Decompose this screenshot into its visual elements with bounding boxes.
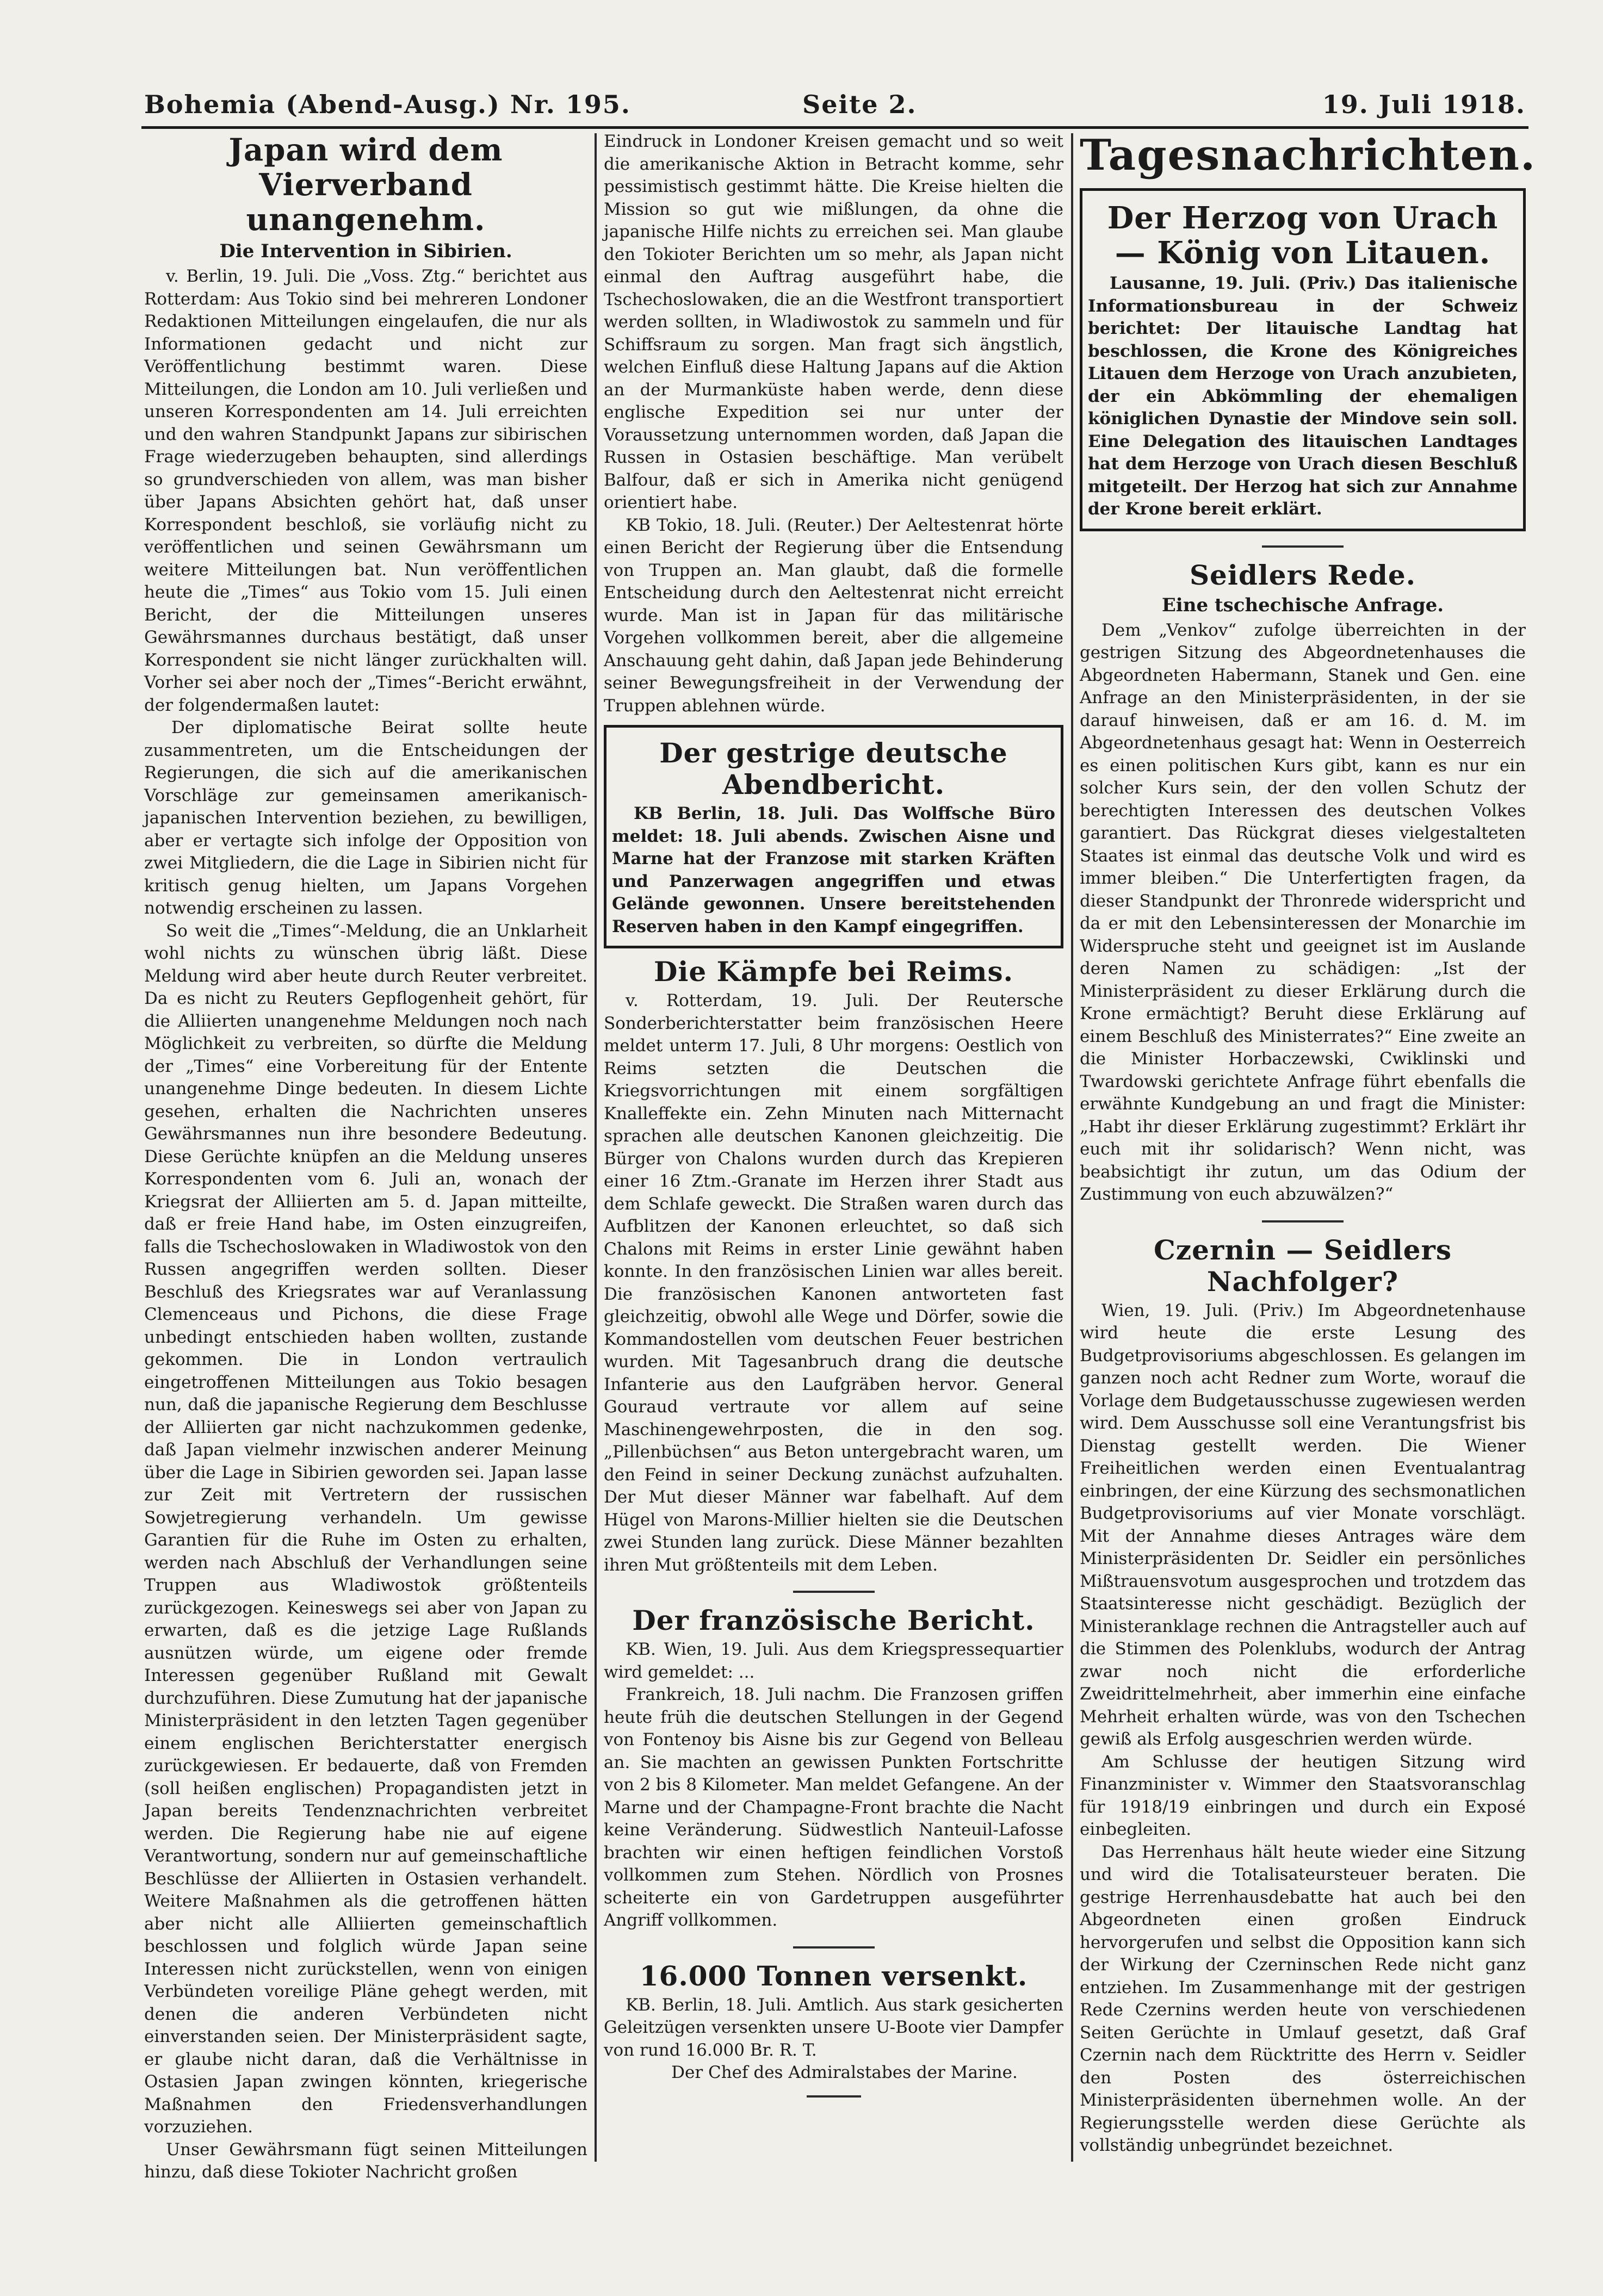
quoted-paragraph: Der diplomatische Beirat sollte heute zusammentreten, um die Entscheidungen der Regierungen, die sich auf die amerikanischen Vorschläge zur gemeinsamen amerikanisch-japanischen Intervention beziehen, zu bewilligen, aber er vertagte sich infolge der Opposition von zwei Mitgliedern, die die Lage in Sibirien nicht für kritisch genug hielten, um Japans Vorgehen notwendig erscheinen zu lassen. [144, 718, 587, 918]
article-headline-tons: 16.000 Tonnen versenkt. [639, 1959, 1028, 1992]
section-separator [793, 1591, 875, 1593]
bulletin-text: Lausanne, 19. Juli. (Priv.) Das italienische Informationsbureau in der Schweiz berichtet: Der litauische Landtag hat beschlossen, die Krone des Königreiches Litauen dem Herzoge von Urach anzubieten, der ein Abkömmling der ehemaligen königlichen Dynastie der Mindove sein soll. Eine Delegation des litauischen Landtages hat dem Herzoge von Urach diesen Beschluß mitgeteilt. Der Herzog hat sich zur Annahme der Krone bereit erklärt. [1088, 274, 1518, 519]
article-paragraph: v. Rotterdam, 19. Juli. Der Reutersche Sonderberichterstatter beim französischen Heere meldet unterm 17. Juli, 8 Uhr morgens: Oestlich von Reims setzten die Deutschen die Kriegsvorrichtungen mit einem sorgfältigen Knalleffekte ein. Zehn Minuten nach Mitternacht sprachen alle deutschen Kanonen gleichzeitig. Die Bürger von Chalons wurden durch das Krepieren einer 16 Ztm.-Granate im Herzen ihrer Stadt aus dem Schlafe geweckt. Die Straßen waren durch das Aufblitzen der Kanonen erleuchtet, so daß sich Chalons mit Reims in erster Linie gewähnt haben konnte. In den französischen Linien war alles bereit. Die französischen Kanonen antworteten fast gleichzeitig, obwohl alle Wege und Dörfer, sowie die Kommandostellen vom deutschen Feuer bestrichen wurden. Mit Tagesanbruch drang die deutsche Infanterie aus den Laufgräben hervor. General Gouraud vertraute vor allem auf seine Maschinengewehrposten, die in den sog. „Pillenbüchsen“ aus Beton untergebracht waren, um den Feind in seiner Deckung zunächst aufzuhalten. Der Mut dieser Männer war fabelhaft. Auf dem Hügel von Marons-Millier hielten sie die Deutschen zwei Stunden lang zurück. Diese Männer bezahlten ihren Mut größtenteils mit dem Leben. [604, 991, 1063, 1575]
section-headline-tagesnachrichten: Tagesnachrichten. [1080, 131, 1537, 180]
column-3 [1080, 131, 1537, 2159]
article-paragraph: Eindruck in Londoner Kreisen gemacht und so weit die amerikanische Aktion in Betracht komme, sehr pessimistisch gestimmt hätte. Die Kreise hielten die Mission so gut wie mißlungen, da ohne die japanische Hilfe nichts zu erreichen sei. Man glaube den Tokioter Berichten um so mehr, als Japan nicht einmal den Auftrag ausgeführt habe, die Tschechoslowaken, die an die Westfront transportiert werden sollten, in Wladiwostok zu sammeln und für Schiffsraum zu sorgen. Man fragt sich ängstlich, welchen Einfluß diese Haltung Japans auf die Aktion an der Murmanküste haben werde, denn diese englische Expedition sei nur unter der Voraussetzung unternommen worden, daß Japan die Russen in Ostasien beschäftige. Man verübelt Balfour, daß er sich in Amerika nicht genügend orientiert habe. [604, 132, 1063, 512]
issue-label: Bohemia (Abend-Ausg.) Nr. 195. [144, 90, 631, 119]
column-divider [1071, 133, 1073, 2162]
page-number: Seite 2. [802, 90, 917, 119]
article-paragraph: Das Herrenhaus hält heute wieder eine Sitzung und wird die Totalisateursteuer beraten. Die gestrige Herrenhausdebatte hat auch bei den Abgeordneten einen großen Eindruck hervorgerufen und selbst die Opposition kann sich der Wirkung der Czerninschen Rede nicht ganz entziehen. Im Zusammenhange mit der gestrigen Rede Czernins werden heute von verschiedenen Seiten Gerüchte in Umlauf gesetzt, daß Graf Czernin nach dem Rücktritte des Herrn v. Seidler den Posten des österreichischen Ministerpräsidenten übernehmen wolle. An der Regierungsstelle werden diese Gerüchte als vollständig unbegründet bezeichnet. [1080, 1842, 1526, 2155]
article-paragraph: KB. Berlin, 18. Juli. Amtlich. Aus stark gesicherten Geleitzügen versenkten unsere U-Boote vier Dampfer von rund 16.000 Br. R. T. [604, 1995, 1063, 2060]
issue-date: 19. Juli 1918. [1322, 90, 1526, 119]
article-paragraph: KB. Wien, 19. Juli. Aus dem Kriegspressequartier wird gemeldet: ... [604, 1640, 1063, 1682]
running-head [144, 84, 1526, 122]
column-1 [144, 131, 587, 2182]
bulletin-text: KB Berlin, 18. Juli. Das Wolffsche Büro meldet: 18. Juli abends. Zwischen Aisne und Marne hat der Franzose mit starken Kräften und Panzerwagen angegriffen und etwas Gelände gewonnen. Unsere bereitstehenden Reserven haben in den Kampf eingegriffen. [612, 804, 1055, 936]
article-paragraph: Unser Gewährsmann fügt seinen Mitteilungen hinzu, daß diese Tokioter Nachricht großen [144, 2139, 587, 2182]
article-paragraph: Dem „Venkov“ zufolge überreichten in der gestrigen Sitzung des Abgeordnetenhauses die Abgeordneten Habermann, Stanek und Gen. eine Anfrage an den Ministerpräsidenten, in der sie darauf hinweisen, daß er am 16. d. M. im Abgeordnetenhaus gesagt hat: Wenn in Oesterreich es einen politischen Kurs gibt, kann es nur ein solcher Kurs sein, der den vollen Schutz der berechtigten Interessen des deutschen Volkes garantiert. Das Rückgrat dieses vielgestalteten Staates ist einmal das deutsche Volk und wird es immer bleiben.“ Die Unterfertigten fragen, da dieser Standpunkt der Thronrede widerspricht und da er mit den Lebensinteressen der Monarchie im Widerspruche steht und geeignet ist im Auslande deren Namen zu schädigen: „Ist der Ministerpräsident zu dieser Erklärung durch die Krone ermächtigt? Beruht diese Erklärung auf einem Beschluß des Ministerrates?“ Eine zweite an die Minister Horbaczewski, Cwiklinski und Twardowski gerichtete Anfrage führt ebenfalls die erwähnte Kundgebung an und fragt die Minister: „Habt ihr dieser Erklärung zugestimmt? Erklärt ihr euch mit ihr solidarisch? Wenn nicht, was beabsichtigt ihr zutun, um das Odium der Zustimmung von euch abzuwälzen?“ [1080, 620, 1526, 1204]
section-separator [807, 2095, 861, 2098]
article-subhead-sibirien: Die Intervention in Sibirien. [219, 240, 512, 262]
article-paragraph: So weit die „Times“-Meldung, die an Unklarheit wohl nichts zu wünschen übrig läßt. Diese Meldung wird aber heute durch Reuter verbreitet. Da es nicht zu Reuters Gepflogenheit gehört, für die Alliierten unangenehme Meldungen noch nach Möglichkeit zu verbreiten, so dürfte die Meldung der „Times“ eine Vorbereitung für der Entente unangenehme Dinge bedeuten. In diesem Lichte gesehen, erhalten die Nachrichten unseres Gewährsmannes nun ihre besondere Bedeutung. Diese Gerüchte knüpfen an die Meldung unseres Korrespondenten vom 6. Juli an, wonach der Kriegsrat der Alliierten am 5. d. Japan mitteilte, daß er freie Hand habe, im Osten einzugreifen, falls die Tschechoslowaken in Wladiwostok von den Russen angegriffen werden sollten. Dieser Beschluß des Kriegsrates war auf Veranlassung Clemenceaus und Pichons, die diese Frage unbedingt entschieden haben wollten, zustande gekommen. Die in London vertraulich eingetroffenen Mitteilungen aus Tokio besagen nun, daß die japanische Regierung dem Beschlusse der Alliierten gar nicht nachzukommen gedenke, daß Japan vielmehr inzwischen anderer Meinung über die Lage in Sibirien geworden sei. Japan lasse zur Zeit mit Vertretern der russischen Sowjetregierung verhandeln. Um gewisse Garantien für die Ruhe im Osten zu erhalten, werden nach Abschluß der Verhandlungen seine Truppen aus Wladiwostok größtenteils zurückgezogen. Keineswegs sei aber von Japan zu erwarten, daß es die jetzige Lage Rußlands ausnützen würde, um eigene oder fremde Interessen gegenüber Rußland mit Gewalt durchzuführen. Diese Zumutung hat der japanische Ministerpräsident in den letzten Tagen gegenüber einem englischen Berichterstatter energisch zurückgewiesen. Er bedauerte, daß von Fremden (soll heißen englischen) Propagandisten jetzt in Japan bereits Tendenznachrichten verbreitet werden. Die Regierung habe nie auf eigene Verantwortung, sondern nur auf gemeinschaftliche Beschlüsse der Alliierten in Ostasien verhandelt. Weitere Maßnahmen als die getroffenen hätten aber nicht alle Alliierten gemeinschaftlich beschlossen und folglich würde Japan seine Interessen nicht zurückstellen, wenn von einigen Verbündeten voreilige Pläne gehegt werden, mit denen die anderen Verbündeten nicht einverstanden seien. Der Ministerpräsident sagte, er glaube nicht daran, daß die Verhältnisse in Ostasien Japan zwingen könnten, kriegerische Maßnahmen den Friedensverhandlungen vorzuziehen. [144, 921, 587, 2137]
article-headline-czernin: Czernin — Seidlers Nachfolger? [1153, 1233, 1452, 1298]
article-paragraph: Am Schlusse der heutigen Sitzung wird Finanzminister v. Wimmer den Staatsvoranschlag für 1918/19 einbringen und durch ein Exposé einbegleiten. [1080, 1752, 1526, 1839]
article-paragraph: Frankreich, 18. Juli nachm. Die Franzosen griffen heute früh die deutschen Stellungen in der Gegend von Fontenoy bis Aisne bis zur Gegend von Belleau an. Sie machten an gewissen Punkten Fortschritte von 2 bis 8 Kilometer. Man meldet Gefangene. An der Marne und der Champagne-Front brachte die Nacht keine Veränderung. Südwestlich Nanteuil-Lafosse brachten wir einen heftigen feindlichen Vorstoß vollkommen zum Stehen. Nördlich von Prosnes scheiterte ein von Gardetruppen ausgeführter Angriff vollkommen. [604, 1685, 1063, 1930]
article-paragraph: v. Berlin, 19. Juli. Die „Voss. Ztg.“ berichtet aus Rotterdam: Aus Tokio sind bei mehreren Londoner Redaktionen Mitteilungen eingelaufen, die nur als Informationen gedacht und nicht zur Veröffentlichung bestimmt waren. Diese Mitteilungen, die London am 10. Juli verließen und unseren Korrespondenten am 14. Juli erreichten und den wahren Standpunkt Japans zur sibirischen Frage wiederzugeben behaupten, sind allerdings so grundverschieden von allem, was man bisher über Japans Absichten gehört hat, daß unser Korrespondent beschloß, sie vorläufig nicht zu veröffentlichen und seinen Gewährsmann um weitere Mitteilungen bat. Nun veröffentlichen heute die „Times“ aus Tokio vom 15. Juli einen Bericht, der die Mitteilungen unseres Gewährsmannes durchaus bestätigt, daß unser Korrespondent sie nicht länger zurückhalten will. Vorher sei aber noch der „Times“-Bericht erwähnt, der folgendermaßen lautet: [144, 266, 587, 715]
header-rule [141, 126, 1528, 129]
section-separator [1262, 545, 1344, 548]
column-divider [595, 133, 597, 2162]
article-headline-urach: Der Herzog von Urach — König von Litauen. [1107, 200, 1499, 271]
section-separator [793, 1946, 875, 1949]
article-headline-seidler: Seidlers Rede. [1189, 559, 1416, 591]
article-signature: Der Chef des Admiralstabes der Marine. [671, 2063, 1018, 2082]
bulletin-box-abendbericht [604, 725, 1063, 948]
article-paragraph: KB Tokio, 18. Juli. (Reuter.) Der Aeltestenrat hörte einen Bericht der Regierung über die Entsendung von Truppen an. Man glaubt, daß die formelle Entscheidung durch den Aeltestenrat nicht erreicht wurde. Man ist in Japan für das militärische Vorgehen vollkommen bereit, aber die allgemeine Anschauung geht dahin, daß Japan jede Behinderung seiner Bewegungsfreiheit in der Verwendung der Truppen ablehnen würde. [604, 515, 1063, 716]
article-headline-japan: Japan wird dem Vierverband unangenehm. [228, 132, 503, 238]
article-headline-french-report: Der französische Bericht. [632, 1604, 1035, 1636]
article-headline-reims: Die Kämpfe bei Reims. [653, 955, 1013, 988]
bulletin-box-urach [1080, 188, 1526, 531]
article-headline-abendbericht: Der gestrige deutsche Abendbericht. [659, 737, 1008, 801]
section-separator [1262, 1220, 1344, 1223]
article-paragraph: Wien, 19. Juli. (Priv.) Im Abgeordnetenhause wird heute die erste Lesung des Budgetprovisoriums abgeschlossen. Es gelangen im ganzen noch acht Redner zum Worte, worauf die Vorlage dem Budgetausschusse zugewiesen werden wird. Dem Ausschusse soll eine Verantungsfrist bis Dienstag gestellt werden. Die Wiener Freiheitlichen werden einen Eventualantrag einbringen, der eine Kürzung des sechsmonatlichen Budgetprovisoriums auf vier Monate vorschlägt. Mit der Annahme dieses Antrages wäre dem Ministerpräsidenten Dr. Seidler ein persönliches Mißtrauensvotum ausgesprochen und trotzdem das Staatsinteresse nicht geschädigt. Bezüglich der Ministeranklage rechnen die Antragsteller auch auf die Stimmen des Polenklubs, wodurch der Antrag zwar noch nicht die erforderliche Zweidrittelmehrheit, aber immerhin eine einfache Mehrheit erhalten würde, was von den Tschechen gewiß als Erfolg ausgeschrien werden würde. [1080, 1300, 1526, 1749]
article-subhead-anfrage: Eine tschechische Anfrage. [1161, 594, 1444, 616]
column-2 [604, 131, 1063, 2159]
